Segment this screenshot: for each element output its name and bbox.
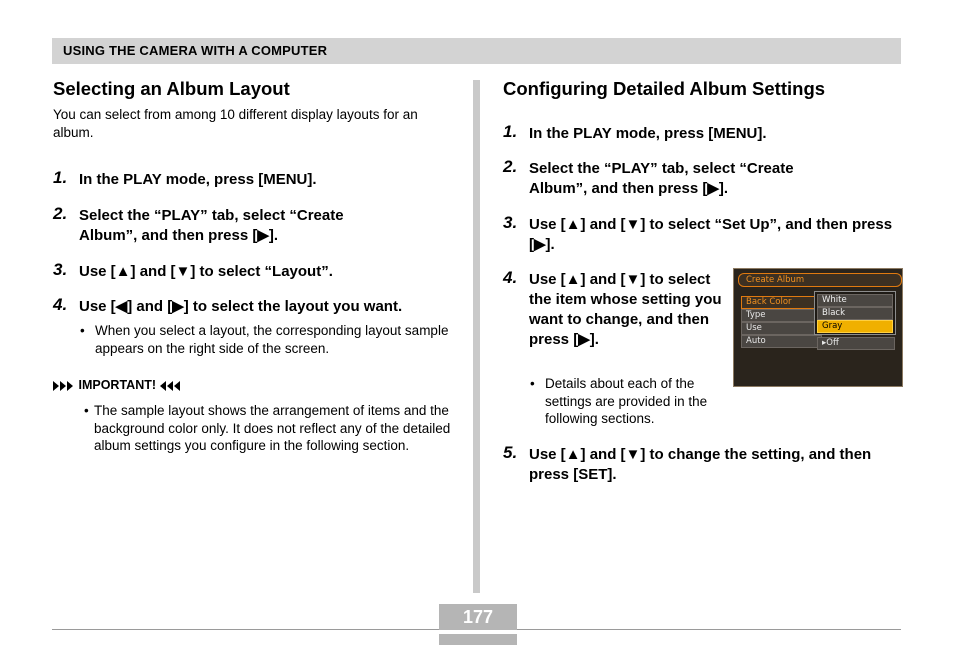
bullet-text: When you select a layout, the corresponding layout sample appears on the right side of the screen. xyxy=(95,323,449,356)
screen-title: Create Album xyxy=(738,273,902,287)
menu-item-use: Use xyxy=(741,322,822,335)
step-text: Use [▲] and [▼] to select “Layout”. xyxy=(79,263,333,280)
left-step-2 xyxy=(53,206,393,246)
option-black: Black xyxy=(817,307,893,320)
auto-value xyxy=(817,337,895,350)
option-gray: Gray xyxy=(817,320,893,333)
step-number: 5. xyxy=(503,443,518,462)
step-number: 3. xyxy=(503,213,518,232)
important-label: IMPORTANT! xyxy=(78,378,157,392)
page-number-box xyxy=(439,604,517,645)
left-step-3 xyxy=(53,262,453,282)
step-number: 1. xyxy=(53,168,68,187)
step-text: Select the “PLAY” tab, select “Create Album”, and then press [▶]. xyxy=(529,160,794,197)
column-divider xyxy=(473,80,480,593)
options-submenu xyxy=(814,291,896,335)
important-right-icon xyxy=(160,380,182,392)
menu-item-auto: Auto xyxy=(741,335,822,348)
right-bullet xyxy=(530,375,720,428)
menu-item-back-color: Back Color xyxy=(741,296,822,309)
auto-value-text: Off xyxy=(826,338,839,348)
step-number: 2. xyxy=(53,204,68,223)
important-text: The sample layout shows the arrangement of items and the background color only. It does not reflect any of the detailed album settings you configure in the following section. xyxy=(94,403,451,453)
section-header-title: USING THE CAMERA WITH A COMPUTER xyxy=(63,43,328,58)
important-left-icon xyxy=(53,380,75,392)
step-text: Use [◀] and [▶] to select the layout you want. xyxy=(79,298,403,315)
option-white: White xyxy=(817,294,893,307)
right-heading: Configuring Detailed Album Settings xyxy=(503,78,826,99)
important-bullet xyxy=(84,402,456,455)
right-step-1 xyxy=(503,124,893,144)
step-text: In the PLAY mode, press [MENU]. xyxy=(529,125,767,142)
important-note-label xyxy=(53,378,182,392)
page-number: 177 xyxy=(462,607,494,627)
step-number: 1. xyxy=(503,122,518,141)
step-number: 2. xyxy=(503,157,518,176)
right-step-2 xyxy=(503,159,848,199)
bullet-dot: • xyxy=(84,403,89,418)
step-text: Use [▲] and [▼] to change the setting, and then press [SET]. xyxy=(529,446,872,483)
left-heading: Selecting an Album Layout xyxy=(53,78,290,99)
play-arrow-icon: ▸ xyxy=(822,338,827,348)
bullet-dot: • xyxy=(530,376,535,391)
step-number: 4. xyxy=(53,295,68,314)
page-number-band xyxy=(439,630,517,634)
right-step-4 xyxy=(503,270,725,350)
left-step-4 xyxy=(53,297,463,317)
step-text: Use [▲] and [▼] to select “Set Up”, and then press [▶]. xyxy=(529,216,893,253)
step-number: 4. xyxy=(503,268,518,287)
bullet-dot: • xyxy=(80,323,85,338)
step-text: Select the “PLAY” tab, select “Create Album”, and then press [▶]. xyxy=(79,207,344,244)
camera-screen xyxy=(733,268,903,387)
step-text: Use [▲] and [▼] to select the item whose setting you want to change, and then press [▶]. xyxy=(529,271,722,348)
bullet-text: Details about each of the settings are provided in the following sections. xyxy=(545,376,708,426)
left-step-1 xyxy=(53,170,453,190)
menu-item-type: Type xyxy=(741,309,822,322)
left-bullet xyxy=(80,322,455,357)
right-step-3 xyxy=(503,215,898,255)
step-number: 3. xyxy=(53,260,68,279)
right-step-5 xyxy=(503,445,898,485)
step-text: In the PLAY mode, press [MENU]. xyxy=(79,171,317,188)
section-header xyxy=(52,38,901,64)
left-intro: You can select from among 10 different display layouts for an album. xyxy=(53,107,418,140)
